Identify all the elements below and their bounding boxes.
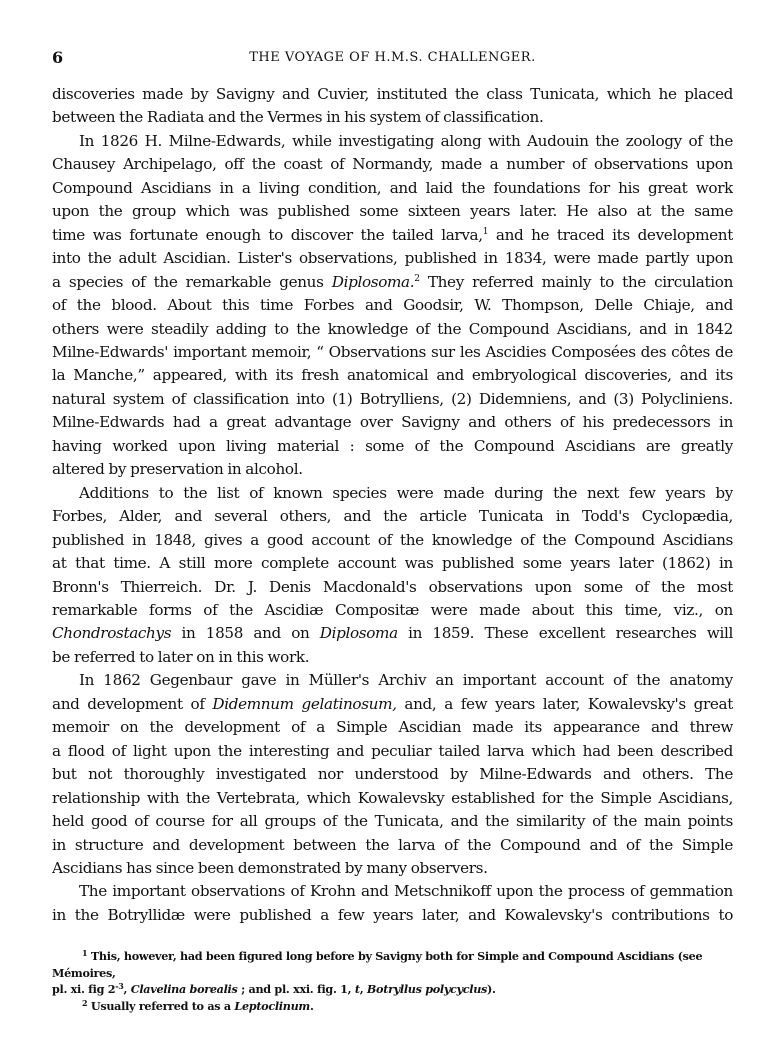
text-line: altered by preservation in alcohol. xyxy=(52,460,303,479)
text-line: between the Radiata and the Vermes in his system of classification. xyxy=(52,108,544,127)
text-segment: in 1858 and on xyxy=(171,624,320,643)
italic-genus: Chondrostachys xyxy=(52,624,172,643)
text-line xyxy=(52,224,733,247)
paragraph xyxy=(52,482,733,670)
text-line: in structure and development between the larva of the Compound and of the Simple xyxy=(52,835,733,854)
text-line: held good of course for all groups of the Tunicata, and the similarity of the main points xyxy=(52,812,733,831)
paragraph xyxy=(52,130,733,482)
text-line: la Manche,” appeared, with its fresh anatomical and embryological discoveries, and its xyxy=(52,366,733,385)
italic-species: Didemnum gelatinosum, xyxy=(212,694,397,713)
text-segment: in 1859. These excellent researches will xyxy=(397,624,733,643)
footnote-text: , xyxy=(359,982,367,997)
text-line: Bronn's Thierreich. Dr. J. Denis Macdonald's observations upon some of the most xyxy=(52,577,733,596)
text-line: having worked upon living material : some of the Compound Ascidians are greatly xyxy=(52,436,733,455)
text-line: Chausey Archipelago, off the coast of Normandy, made a number of observations upon xyxy=(52,155,733,174)
footnote-figure-sup: -3 xyxy=(115,981,124,992)
paragraph xyxy=(52,880,733,927)
text-segment: time was fortunate enough to discover the tailed larva, xyxy=(52,225,483,244)
footnote-1-continued xyxy=(52,981,733,998)
document-page xyxy=(52,44,733,1014)
running-title: THE VOYAGE OF H.M.S. CHALLENGER. xyxy=(249,50,536,65)
running-head xyxy=(52,44,733,70)
text-line: Forbes, Alder, and several others, and the article Tunicata in Todd's Cyclopædia, xyxy=(52,507,733,526)
text-line: relationship with the Vertebrata, which Kowalevsky established for the Simple Ascidians, xyxy=(52,788,733,807)
text-line xyxy=(52,271,733,294)
italic-genus: Leptoclinum xyxy=(234,998,310,1013)
footnote-1 xyxy=(52,948,733,981)
footnote-text: pl. xi. fig 2 xyxy=(52,982,116,997)
footnote-text: ). xyxy=(487,982,496,997)
footnote-marker: 1 xyxy=(82,948,88,959)
text-line: discoveries made by Savigny and Cuvier, instituted the class Tunicata, which he placed xyxy=(52,85,733,103)
text-line: published in 1848, gives a good account of the knowledge of the Compound Ascidians xyxy=(52,530,733,549)
text-segment: and he traced its development xyxy=(488,225,733,244)
text-line xyxy=(52,693,733,716)
text-line: Milne-Edwards' important memoir, “ Observations sur les Ascidies Composées des côtes de xyxy=(52,342,733,361)
italic-genus: Diplosoma xyxy=(319,624,398,643)
footnote-ref-2[interactable]: 2 xyxy=(414,273,420,284)
footnote-text: This, however, had been figured long before by Savigny both for Simple and Compound Ascidians (see Mémoires, xyxy=(52,949,703,980)
text-line: Milne-Edwards had a great advantage over Savigny and others of his predecessors in xyxy=(52,413,733,432)
paragraph xyxy=(52,669,733,880)
text-line: In 1862 Gegenbaur gave in Müller's Archiv an important account of the anatomy xyxy=(79,671,733,690)
text-line: in the Botryllidæ were published a few years later, and Kowalevsky's contributions to xyxy=(52,905,733,924)
text-line: be referred to later on in this work. xyxy=(52,647,310,666)
text-line: but not thoroughly investigated nor understood by Milne-Edwards and others. The xyxy=(52,765,733,784)
text-line: others were steadily adding to the knowledge of the Compound Ascidians, and in 1842 xyxy=(52,319,733,338)
text-line: natural system of classification into (1) Botrylliens, (2) Didemniens, and (3) Polycliniens. xyxy=(52,389,733,408)
text-line: a flood of light upon the interesting and peculiar tailed larva which had been described xyxy=(52,741,733,760)
footnote-2 xyxy=(52,998,733,1015)
text-line: In 1826 H. Milne-Edwards, while investigating along with Audouin the zoology of the xyxy=(79,131,733,150)
footnote-text: . xyxy=(309,998,314,1013)
text-line: at that time. A still more complete account was published some years later (1862) in xyxy=(52,554,733,573)
italic-letter: t xyxy=(354,982,360,997)
footnote-text: ; and pl. xxi. fig. 1, xyxy=(237,982,355,997)
text-line: Additions to the list of known species were made during the next few years by xyxy=(79,483,733,502)
page-number: 6 xyxy=(52,48,64,67)
italic-species: Clavelina borealis xyxy=(130,982,238,997)
text-line xyxy=(52,622,733,645)
text-line: upon the group which was published some sixteen years later. He also at the same xyxy=(52,202,733,221)
text-segment: They referred mainly to the circulation xyxy=(419,272,733,291)
footnote-ref-1[interactable]: 1 xyxy=(482,226,489,237)
text-segment: and, a few years later, Kowalevsky's great xyxy=(396,694,733,713)
footnote-marker: 2 xyxy=(82,997,88,1008)
text-line: into the adult Ascidian. Lister's observations, published in 1834, were made partly upon xyxy=(52,249,733,268)
italic-genus: Diplosoma. xyxy=(331,272,415,291)
text-line: The important observations of Krohn and Metschnikoff upon the process of gemmation xyxy=(79,882,733,901)
footnotes xyxy=(52,948,733,1014)
text-line: Ascidians has since been demonstrated by many observers. xyxy=(52,858,488,877)
text-line: Compound Ascidians in a living condition, and laid the foundations for his great work xyxy=(52,178,733,197)
footnote-text: Usually referred to as a xyxy=(90,998,235,1013)
text-line: of the blood. About this time Forbes and Goodsir, W. Thompson, Delle Chiaje, and xyxy=(52,296,733,315)
body-text xyxy=(52,83,733,927)
text-segment: and development of xyxy=(52,694,213,713)
paragraph xyxy=(52,83,733,130)
text-line: memoir on the development of a Simple Ascidian made its appearance and threw xyxy=(52,718,733,737)
italic-species: Botryllus polycyclus xyxy=(366,982,488,997)
footnote-text: , xyxy=(123,982,131,997)
text-line: remarkable forms of the Ascidiæ Compositæ were made about this time, viz., on xyxy=(52,600,733,619)
text-segment: a species of the remarkable genus xyxy=(52,272,332,291)
